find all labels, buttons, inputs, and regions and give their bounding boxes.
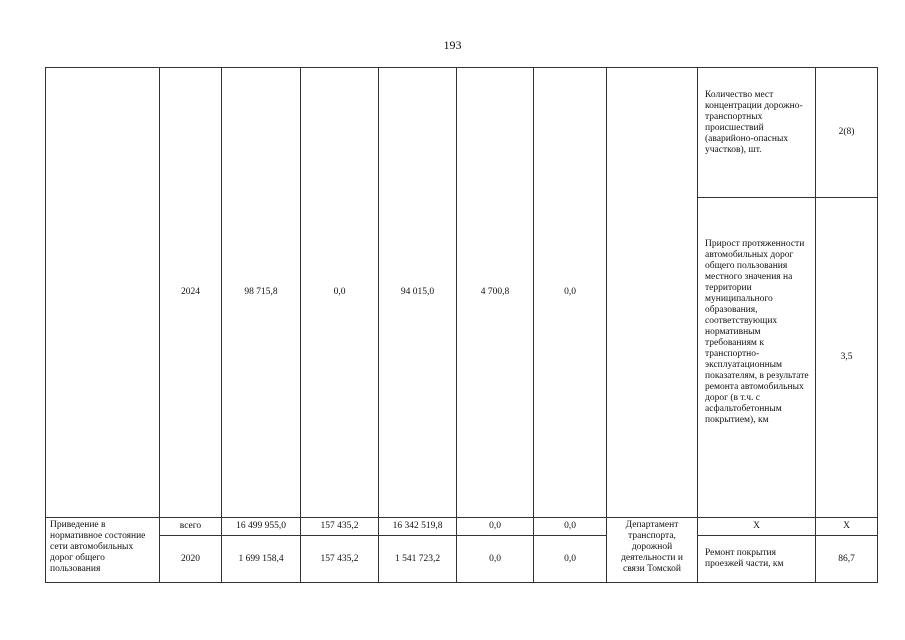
indicator-value-cell: X — [816, 518, 878, 536]
other-cell: 0,0 — [534, 536, 607, 583]
local-cell: 0,0 — [457, 536, 534, 583]
local-cell: 0,0 — [457, 518, 534, 536]
indicator-cell: X — [698, 518, 816, 536]
program-table — [45, 67, 878, 583]
other-cell: 0,0 — [534, 518, 607, 536]
indicator-cell: Ремонт покрытия проезжей части, км — [698, 536, 816, 583]
federal-cell: 0,0 — [301, 68, 379, 518]
table-row — [46, 536, 878, 583]
indicator-cell: Прирост протяженности автомобильных дорог общего пользования местного значения на территории муниципального образования, соответствующих нормативным требованиям к транспортно-эксплуатационным показателям, в результате ремонта автомобильных дорог (в т.ч. с асфальтобетонным покрытием), км — [698, 198, 816, 518]
total-cell: 1 699 158,4 — [222, 536, 301, 583]
total-cell: 98 715,8 — [222, 68, 301, 518]
executor-cell-empty — [607, 68, 698, 518]
federal-cell: 157 435,2 — [301, 518, 379, 536]
table-row — [46, 518, 878, 536]
indicator-value-cell: 86,7 — [816, 536, 878, 583]
regional-cell: 1 541 723,2 — [379, 536, 457, 583]
executor-cell: Департамент транспорта, дорожной деятельности и связи Томской — [607, 518, 698, 583]
year-cell: 2024 — [160, 68, 222, 518]
regional-cell: 16 342 519,8 — [379, 518, 457, 536]
total-cell: 16 499 955,0 — [222, 518, 301, 536]
federal-cell: 157 435,2 — [301, 536, 379, 583]
indicator-value-cell: 2(8) — [816, 68, 878, 198]
measure-description-cell: Приведение в нормативное состояние сети автомобильных дорог общего пользования — [46, 518, 160, 583]
year-cell: всего — [160, 518, 222, 536]
regional-cell: 94 015,0 — [379, 68, 457, 518]
year-cell: 2020 — [160, 536, 222, 583]
table-row — [46, 68, 878, 198]
description-cell-empty — [46, 68, 160, 518]
indicator-value-cell: 3,5 — [816, 198, 878, 518]
local-cell: 4 700,8 — [457, 68, 534, 518]
page-number: 193 — [443, 38, 462, 52]
other-cell: 0,0 — [534, 68, 607, 518]
indicator-cell: Количество мест концентрации дорожно-транспортных происшествий (аварийоно-опасных участков), шт. — [698, 68, 816, 198]
